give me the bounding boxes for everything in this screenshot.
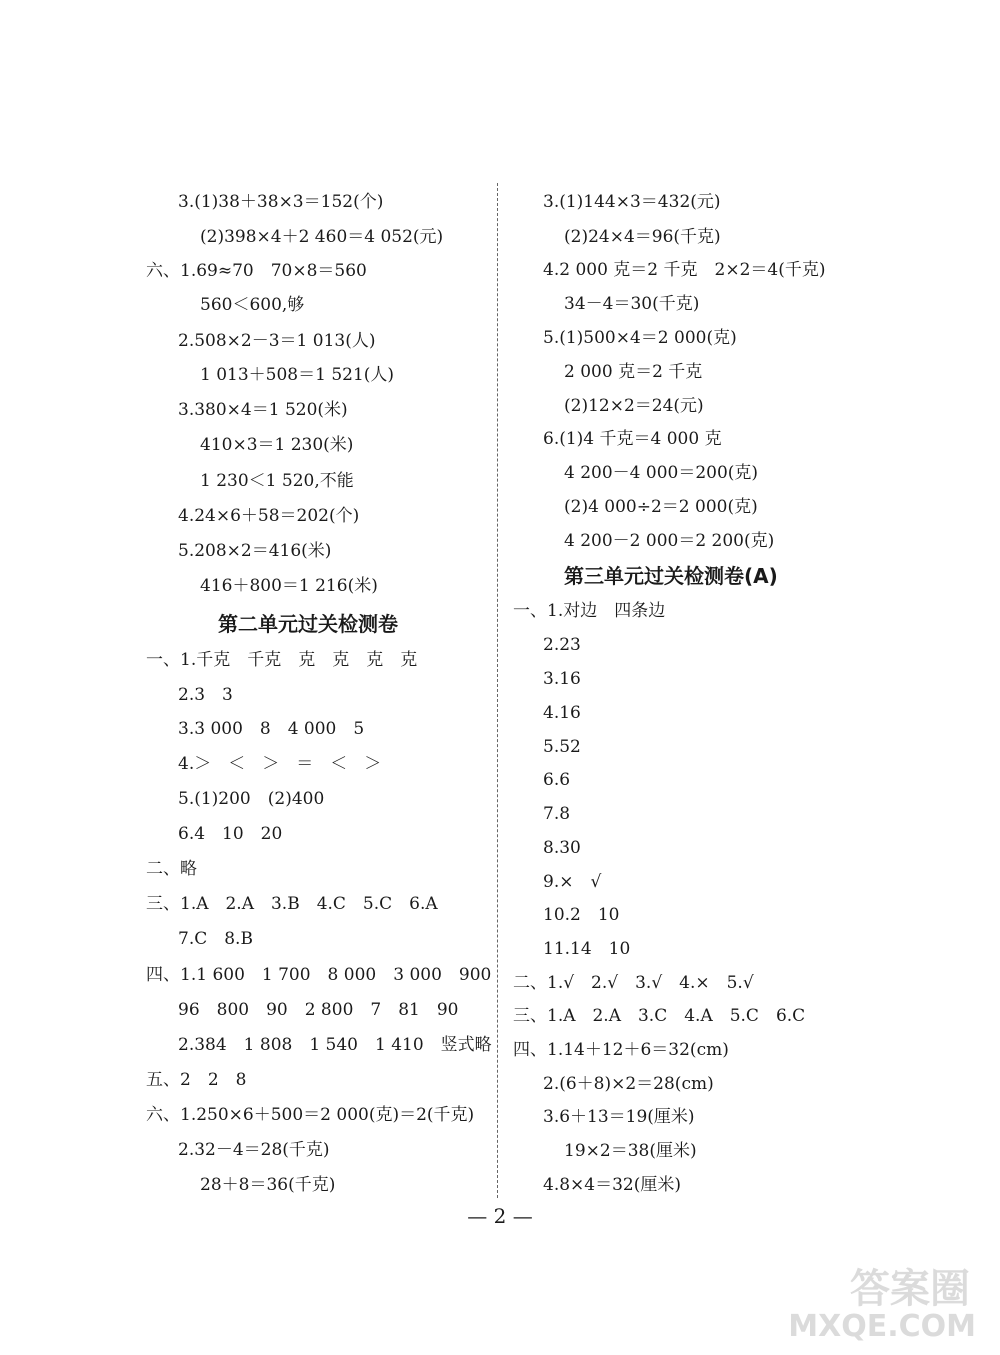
- answer-line: 8.30: [543, 838, 581, 858]
- answer-line: 6.4 10 20: [178, 824, 283, 844]
- answer-line: 2.384 1 808 1 540 1 410 竖式略: [178, 1035, 492, 1055]
- answer-line: 416＋800＝1 216(米): [200, 576, 378, 596]
- answer-line: 四、1.14＋12＋6＝32(cm): [513, 1040, 729, 1060]
- answer-line: 7.8: [543, 804, 571, 824]
- answer-line: 一、1.对边 四条边: [513, 601, 666, 621]
- answer-line: 2.23: [543, 635, 581, 655]
- answer-line: 六、1.69≈70 70×8＝560: [146, 261, 367, 281]
- answer-line: (2)398×4＋2 460＝4 052(元): [200, 227, 444, 247]
- answer-line: 4.2 000 克＝2 千克 2×2＝4(千克): [543, 260, 826, 280]
- answer-line: 四、1.1 600 1 700 8 000 3 000 900: [146, 965, 492, 985]
- answer-line: 5.208×2＝416(米): [178, 541, 332, 561]
- answer-line: 3.(1)144×3＝432(元): [543, 192, 721, 212]
- answer-line: 4 200－2 000＝2 200(克): [564, 531, 775, 551]
- answer-line: 7.C 8.B: [178, 929, 253, 949]
- answer-line: 二、略: [146, 859, 197, 879]
- answer-line: 3.6＋13＝19(厘米): [543, 1107, 695, 1127]
- answer-line: 五、2 2 8: [146, 1070, 247, 1090]
- answer-line: 2.32－4＝28(千克): [178, 1140, 330, 1160]
- page-number: — 2 —: [467, 1204, 533, 1228]
- answer-line: 6.(1)4 千克＝4 000 克: [543, 429, 722, 449]
- answer-line: 4.16: [543, 703, 581, 723]
- answer-line: 三、1.A 2.A 3.C 4.A 5.C 6.C: [513, 1006, 806, 1026]
- answer-line: 六、1.250×6＋500＝2 000(克)＝2(千克): [146, 1105, 475, 1125]
- section-title: 第三单元过关检测卷(A): [564, 564, 778, 588]
- answer-line: 9.× √: [543, 872, 602, 892]
- answer-line: 2.3 3: [178, 685, 233, 705]
- answer-line: 一、1.千克 千克 克 克 克 克: [146, 650, 418, 670]
- answer-line: 28＋8＝36(千克): [200, 1175, 336, 1195]
- answer-line: 4 200－4 000＝200(克): [564, 463, 759, 483]
- answer-line: 三、1.A 2.A 3.B 4.C 5.C 6.A: [146, 894, 438, 914]
- answer-line: 1 013＋508＝1 521(人): [200, 365, 395, 385]
- answer-line: 3.380×4＝1 520(米): [178, 400, 348, 420]
- answer-line: 2.508×2－3＝1 013(人): [178, 331, 376, 351]
- answer-line: 二、1.√ 2.√ 3.√ 4.× 5.√: [513, 973, 754, 993]
- watermark-title: 答案圈: [850, 1266, 970, 1312]
- answer-line: 1 230＜1 520,不能: [200, 471, 354, 491]
- answer-line: 96 800 90 2 800 7 81 90: [178, 1000, 459, 1020]
- watermark-url: MXQE.COM: [788, 1309, 976, 1344]
- answer-line: (2)12×2＝24(元): [564, 396, 704, 416]
- answer-line: 11.14 10: [543, 939, 631, 959]
- answer-line: 2 000 克＝2 千克: [564, 362, 703, 382]
- answer-line: 10.2 10: [543, 905, 620, 925]
- answer-line: 5.(1)200 (2)400: [178, 789, 325, 809]
- answer-line: 3.(1)38＋38×3＝152(个): [178, 192, 384, 212]
- answer-line: 4.24×6＋58＝202(个): [178, 506, 360, 526]
- answer-line: 4.＞ ＜ ＞ ＝ ＜ ＞: [178, 754, 382, 774]
- answer-line: 34－4＝30(千克): [564, 294, 700, 314]
- answer-line: 560＜600,够: [200, 295, 305, 315]
- answer-line: (2)4 000÷2＝2 000(克): [564, 497, 758, 517]
- column-divider: [497, 183, 498, 1198]
- answer-line: 19×2＝38(厘米): [564, 1141, 697, 1161]
- answer-line: 3.3 000 8 4 000 5: [178, 719, 365, 739]
- answer-line: 3.16: [543, 669, 581, 689]
- answer-line: 6.6: [543, 770, 571, 790]
- answer-line: (2)24×4＝96(千克): [564, 227, 721, 247]
- answer-line: 5.(1)500×4＝2 000(克): [543, 328, 737, 348]
- answer-line: 2.(6＋8)×2＝28(cm): [543, 1074, 714, 1094]
- answer-line: 410×3＝1 230(米): [200, 435, 354, 455]
- answer-line: 4.8×4＝32(厘米): [543, 1175, 681, 1195]
- answer-line: 5.52: [543, 737, 581, 757]
- section-title: 第二单元过关检测卷: [218, 612, 398, 636]
- watermark-logo: [788, 1257, 990, 1347]
